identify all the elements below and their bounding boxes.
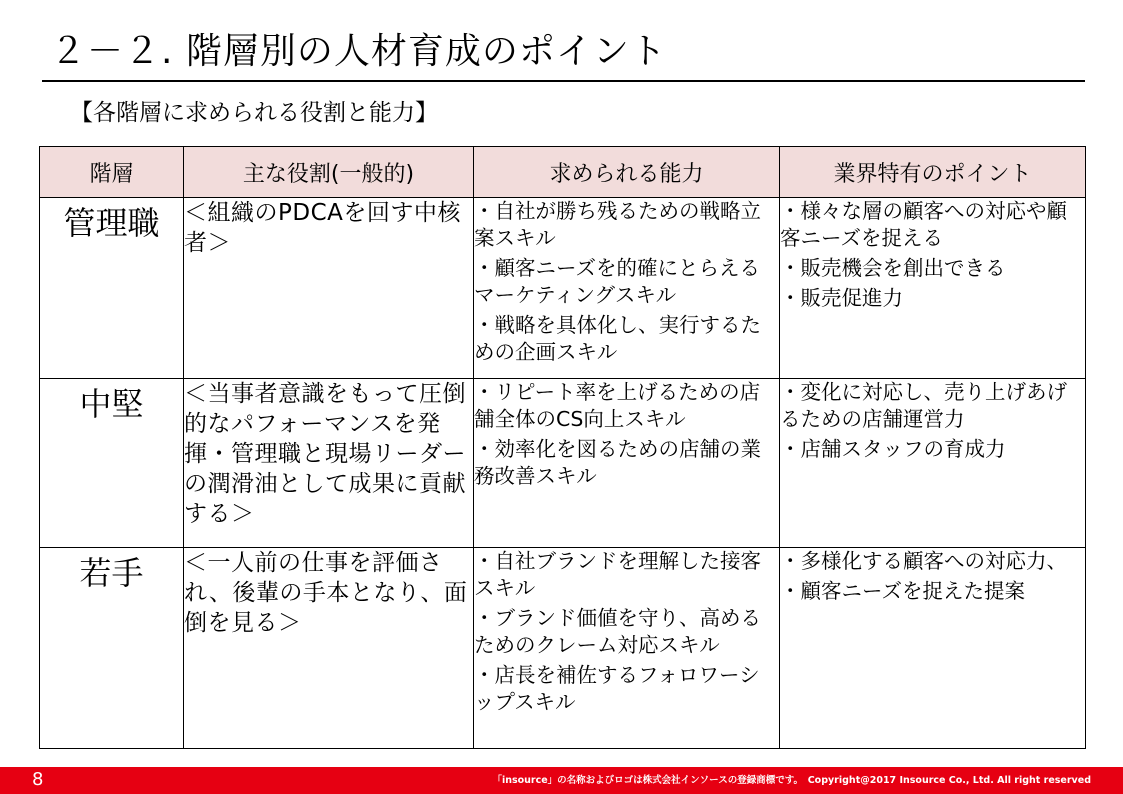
role-cell: ＜一人前の仕事を評価され、後輩の手本となり、面倒を見る＞ [184,548,474,749]
industry-point-item: ・販売機会を創出できる [780,256,1006,280]
copyright-notice: 「insource」の名称およびロゴは株式会社インソースの登録商標です。 Copyright@2017 Insource Co., Ltd. All right reserved [492,775,1091,786]
abilities-cell [474,379,780,548]
ability-item: ・顧客ニーズを的確にとらえるマーケティングスキル [474,256,760,307]
ability-item: ・戦略を具体化し、実行するための企画スキル [474,313,761,364]
table-row [40,379,1086,548]
table-header-row [40,147,1086,198]
level-cell: 管理職 [40,198,184,379]
table-row [40,548,1086,749]
industry-point-item: ・変化に対応し、売り上げあげるための店舗運営力 [780,380,1067,431]
page-title: ２－２. 階層別の人材育成のポイント [50,31,667,72]
industry-point-item: ・様々な層の顧客への対応や顧客ニーズを捉える [780,199,1067,250]
industry-point-item: ・店舗スタッフの育成力 [780,437,1006,461]
header-abilities: 求められる能力 [474,147,780,198]
ability-item: ・自社が勝ち残るための戦略立案スキル [474,199,761,250]
ability-item: ・効率化を図るための店舗の業務改善スキル [474,437,761,488]
ability-item: ・店長を補佐するフォロワーシップスキル [474,663,760,714]
section-subtitle: 【各階層に求められる役割と能力】 [70,100,438,126]
footer-bar [0,767,1123,794]
abilities-cell [474,548,780,749]
industry-point-item: ・顧客ニーズを捉えた提案 [780,579,1025,603]
abilities-cell [474,198,780,379]
header-main-role: 主な役割(一般的) [184,147,474,198]
industry-points-cell [780,198,1086,379]
level-cell: 中堅 [40,379,184,548]
ability-item: ・リピート率を上げるための店舗全体のCS向上スキル [474,380,761,431]
level-cell: 若手 [40,548,184,749]
industry-point-item: ・多様化する顧客への対応力、 [780,549,1067,573]
role-cell: ＜組織のPDCAを回す中核者＞ [184,198,474,379]
role-cell: ＜当事者意識をもって圧倒的なパフォーマンスを発揮・管理職と現場リーダーの潤滑油として成果に貢献する＞ [184,379,474,548]
table-row [40,198,1086,379]
title-underline [42,80,1085,82]
header-industry-points: 業界特有のポイント [780,147,1086,198]
page-number: 8 [32,769,44,790]
ability-item: ・自社ブランドを理解した接客スキル [474,549,761,600]
industry-point-item: ・販売促進力 [780,286,903,310]
ability-item: ・ブランド価値を守り、高めるためのクレーム対応スキル [474,606,761,657]
industry-points-cell [780,379,1086,548]
industry-points-cell [780,548,1086,749]
roles-abilities-table [39,146,1086,749]
header-level: 階層 [40,147,184,198]
